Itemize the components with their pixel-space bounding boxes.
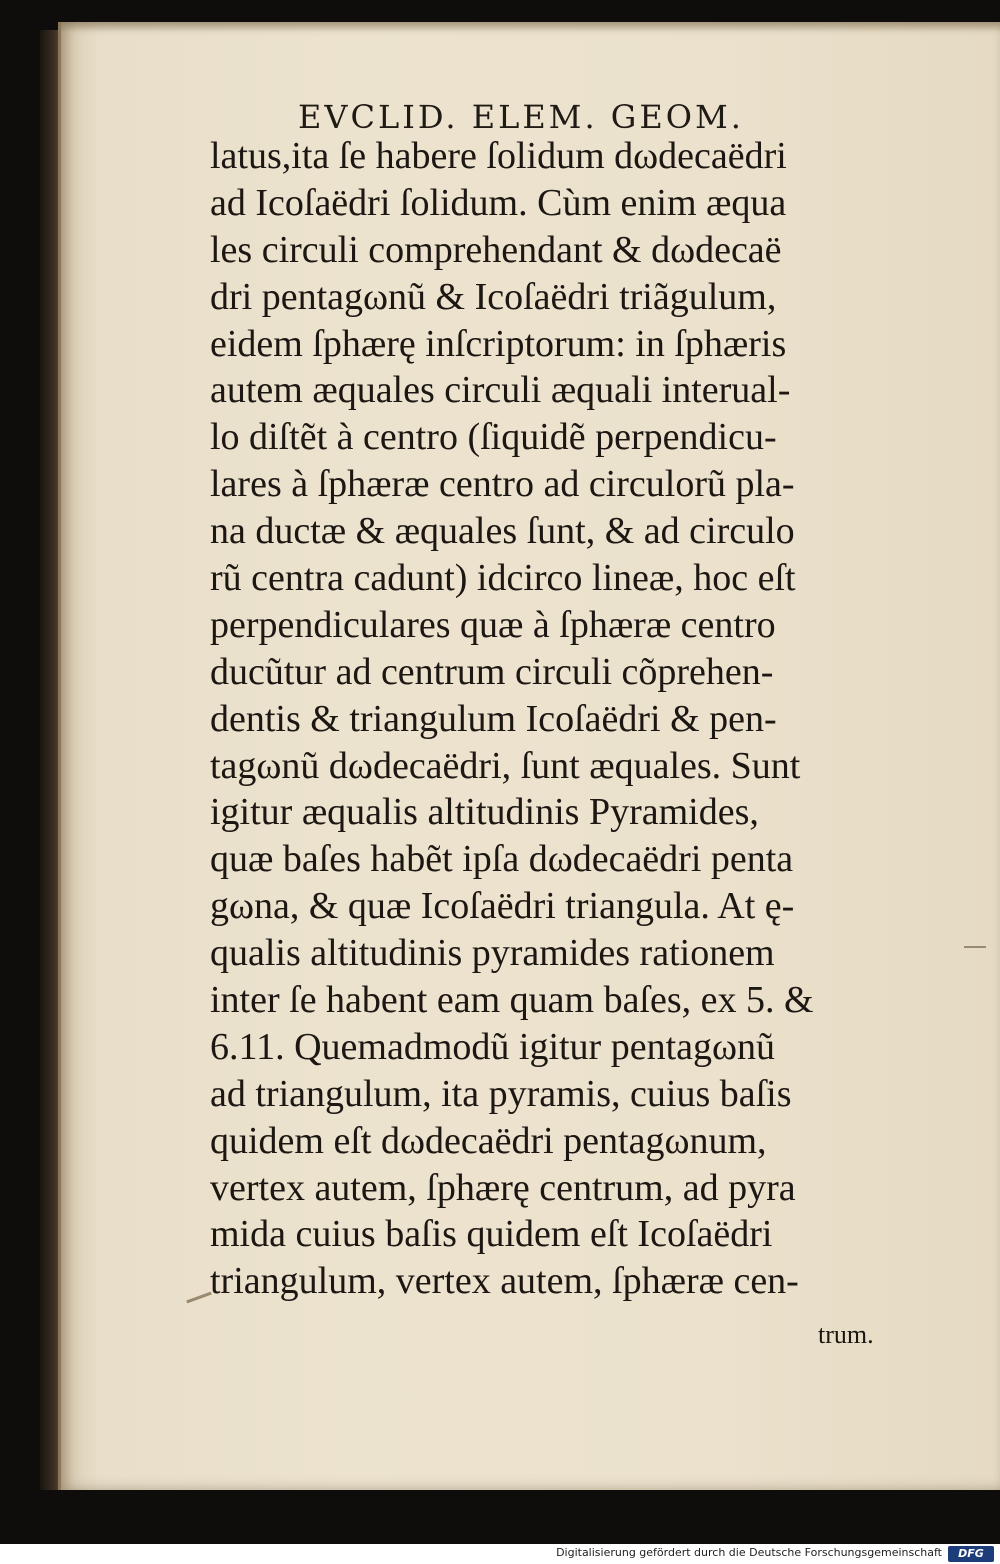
text-line: dri pentagωnũ & Icoſaëdri triãgulum, (210, 275, 777, 318)
text-line: quæ baſes habẽt ipſa dωdecaëdri penta (210, 838, 794, 881)
text-line: mida cuius baſis quidem eſt Icoſaëdri (210, 1213, 773, 1256)
text-line: inter ſe habent eam quam baſes, ex 5. & (210, 979, 814, 1022)
text-line: triangulum, vertex autem, ſphæræ cen- (210, 1260, 799, 1303)
text-line: autem æquales circuli æquali interual- (210, 369, 791, 412)
text-line: igitur æqualis altitudinis Pyramides, (210, 791, 759, 834)
body-text (210, 133, 910, 1305)
dfg-logo: DFG (948, 1546, 994, 1562)
text-line: eidem ſphærę inſcriptorum: in ſphæris (210, 322, 787, 365)
text-line: na ductæ & æquales ſunt, & ad circulo (210, 510, 795, 553)
running-head: EVCLID. ELEM. GEOM. (298, 98, 744, 136)
page-top-edge (61, 22, 1000, 32)
text-line: perpendiculares quæ à ſphæræ centro (210, 603, 776, 646)
catchword: trum. (818, 1320, 874, 1349)
text-line: les circuli comprehendant & dωdecaë (210, 228, 782, 271)
text-line: quidem eſt dωdecaëdri pentagωnum, (210, 1119, 767, 1162)
digitization-credit: Digitalisierung gefördert durch die Deutsche Forschungsgemeinschaft (556, 1546, 942, 1559)
text-line: gωna, & quæ Icoſaëdri triangula. At ę- (210, 885, 795, 928)
text-line: ad Icoſaëdri ſolidum. Cùm enim æqua (210, 181, 787, 224)
text-line: ducũtur ad centrum circuli cõprehen- (210, 650, 774, 693)
text-line: qualis altitudinis pyramides rationem (210, 932, 775, 975)
text-line: lares à ſphæræ centro ad circulorũ pla- (210, 463, 795, 506)
margin-ink-mark (964, 946, 986, 948)
text-line: latus,ita ſe habere ſolidum dωdecaëdri (210, 135, 787, 177)
text-line: lo diſtẽt à centro (ſiquidẽ perpendicu- (210, 416, 777, 459)
text-line: dentis & triangulum Icoſaëdri & pen- (210, 697, 777, 740)
text-line: ad triangulum, ita pyramis, cuius baſis (210, 1072, 792, 1115)
text-line: 6.11. Quemadmodũ igitur pentagωnũ (210, 1025, 776, 1068)
text-line: rũ centra cadunt) idcirco lineæ, hoc eſt (210, 557, 796, 600)
text-line: vertex autem, ſphærę centrum, ad pyra (210, 1166, 796, 1209)
text-line: tagωnũ dωdecaëdri, ſunt æquales. Sunt (210, 744, 801, 787)
